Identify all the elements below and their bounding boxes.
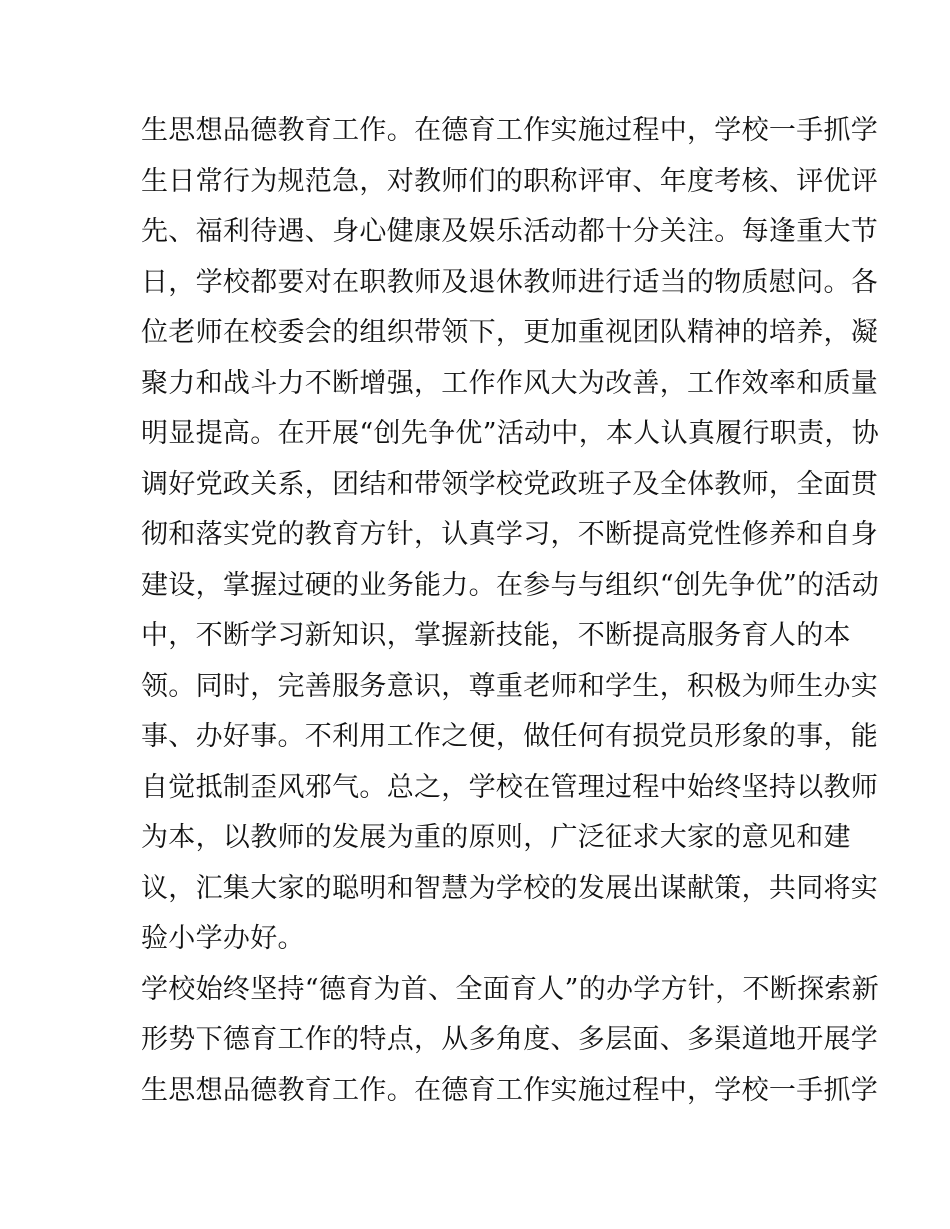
text-line: 学校始终坚持“德育为首、全面育人”的办学方针，不断探索新 [141, 973, 880, 1005]
text-line: 为本，以教师的发展为重的原则，广泛征求大家的意见和建 [141, 822, 851, 853]
text-line: 事、办好事。不利用工作之便，做任何有损党员形象的事，能 [141, 721, 879, 752]
text-line: 议，汇集大家的聪明和智慧为学校的发展出谋献策，共同将实 [141, 872, 879, 904]
text-line: 形势下德育工作的特点，从多角度、多层面、多渠道地开展学 [141, 1024, 879, 1055]
text-line: 生日常行为规范急，对教师们的职称评审、年度考核、评优评 [141, 165, 879, 197]
text-line: 明显提高。在开展“创先争优”活动中，本人认真履行职责，协 [141, 418, 880, 449]
text-line: 先、福利待遇、身心健康及娱乐活动都十分关注。每逢重大节 [141, 216, 879, 247]
body-text [141, 106, 880, 1116]
text-line: 中，不断学习新知识，掌握新技能，不断提高服务育人的本 [141, 620, 851, 651]
text-line: 生思想品德教育工作。在德育工作实施过程中，学校一手抓学 [141, 1074, 879, 1106]
text-line: 自觉抵制歪风邪气。总之，学校在管理过程中始终坚持以教师 [141, 771, 879, 803]
text-line: 验小学办好。 [141, 923, 305, 954]
text-line: 生思想品德教育工作。在德育工作实施过程中，学校一手抓学 [141, 115, 879, 146]
text-line: 建设，掌握过硬的业务能力。在参与与组织“创先争优”的活动 [141, 569, 880, 601]
text-line: 位老师在校委会的组织带领下，更加重视团队精神的培养，凝 [141, 317, 879, 348]
text-line: 日，学校都要对在职教师及退休教师进行适当的物质慰问。各 [141, 266, 879, 298]
text-line: 调好党政关系，团结和带领学校党政班子及全体教师，全面贯 [141, 468, 879, 500]
text-line: 彻和落实党的教育方针，认真学习，不断提高党性修养和自身 [141, 519, 879, 550]
text-line: 领。同时，完善服务意识，尊重老师和学生，积极为师生办实 [141, 670, 879, 702]
text-line: 聚力和战斗力不断增强，工作作风大为改善，工作效率和质量 [141, 367, 879, 399]
